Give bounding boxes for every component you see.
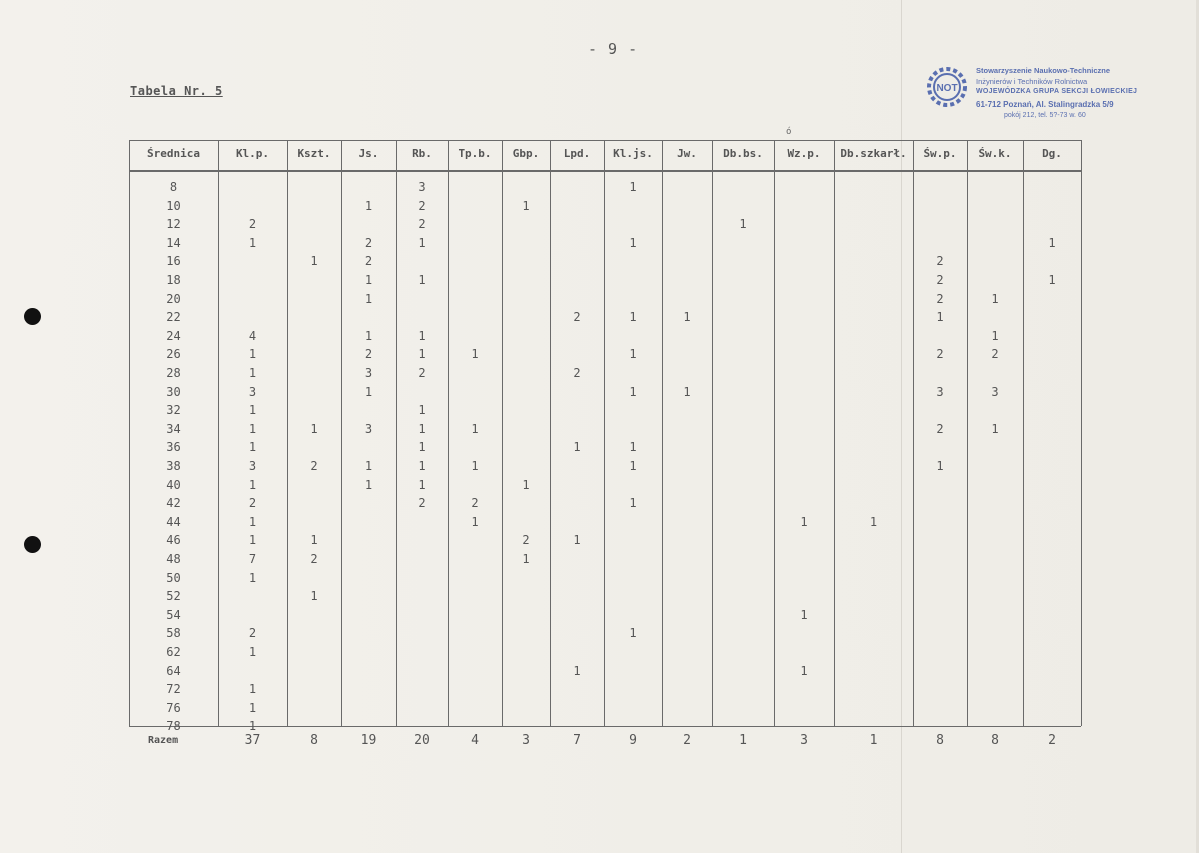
count-cell: 2: [418, 198, 426, 213]
total-cell: 7: [573, 733, 581, 748]
total-cell: 1: [739, 733, 747, 748]
stamp-line: Inżynierów i Techników Rolnictwa: [976, 77, 1088, 86]
count-cell: 1: [248, 403, 257, 418]
count-cell: 1: [936, 459, 944, 473]
count-cell: 2: [936, 291, 944, 306]
count-cell: 2: [936, 421, 944, 436]
diameter-cell: 48: [166, 552, 181, 566]
count-cell: 2: [248, 217, 257, 232]
total-cell: 8: [936, 733, 944, 748]
count-cell: 1: [629, 310, 637, 325]
count-cell: 1: [471, 459, 479, 473]
diameter-cell: 40: [166, 477, 181, 492]
count-cell: 1: [1048, 235, 1056, 250]
table-title: Tabela Nr. 5: [130, 84, 223, 98]
count-cell: 1: [248, 533, 257, 548]
count-cell: 1: [364, 477, 373, 492]
column-header: Gbp.: [512, 147, 540, 160]
count-cell: 1: [629, 235, 637, 250]
diameter-cell: 58: [166, 626, 181, 641]
count-cell: 2: [364, 235, 373, 250]
count-cell: 1: [471, 421, 479, 436]
count-cell: 3: [991, 384, 999, 399]
stamp-line: 61-712 Poznań, Al. Stalingradzka 5/9: [976, 100, 1114, 109]
column-header: Tp.b.: [458, 147, 492, 160]
count-cell: 1: [248, 719, 257, 734]
count-cell: 2: [936, 347, 944, 362]
count-cell: 1: [248, 645, 257, 659]
column-header: Kszt.: [297, 147, 331, 160]
column-header: Średnica: [147, 147, 200, 160]
count-cell: 1: [683, 384, 691, 399]
diameter-cell: 12: [166, 217, 181, 232]
column-header: Rb.: [412, 147, 432, 160]
count-cell: 1: [248, 366, 257, 380]
count-cell: 1: [683, 310, 691, 325]
diameter-cell: 32: [166, 403, 181, 418]
diameter-cell: 14: [166, 235, 181, 250]
total-cell: 4: [471, 733, 479, 748]
diameter-cell: 24: [166, 328, 181, 343]
column-rule: [1023, 140, 1024, 726]
count-cell: 1: [248, 700, 257, 715]
count-cell: 1: [522, 552, 530, 566]
count-cell: 2: [418, 366, 426, 380]
count-cell: 4: [248, 328, 257, 343]
count-cell: 2: [364, 347, 373, 362]
count-cell: 7: [248, 552, 257, 566]
count-cell: 3: [364, 366, 373, 380]
diameter-cell: 20: [166, 291, 181, 306]
count-cell: 2: [248, 496, 257, 511]
count-cell: 1: [800, 663, 808, 678]
column-header: Kl.js.: [613, 147, 653, 160]
column-rule: [502, 140, 503, 726]
count-cell: 1: [991, 421, 999, 436]
table-header-rule: [129, 170, 1081, 172]
column-rule: [1081, 140, 1082, 726]
count-cell: 1: [629, 347, 637, 362]
count-cell: 1: [364, 273, 373, 287]
total-cell: 2: [683, 733, 691, 748]
count-cell: 1: [991, 328, 999, 343]
column-header: Św.k.: [978, 147, 1012, 160]
total-cell: 19: [360, 733, 377, 748]
total-cell: 8: [310, 733, 318, 748]
diameter-cell: 52: [166, 589, 181, 604]
column-header: Dg.: [1042, 147, 1062, 160]
total-cell: 1: [869, 733, 878, 748]
pencil-mark: ó: [786, 127, 792, 137]
count-cell: 1: [248, 570, 257, 585]
count-cell: 1: [629, 384, 637, 399]
total-cell: 3: [522, 733, 530, 748]
count-cell: 2: [364, 254, 373, 269]
diameter-cell: 16: [166, 254, 181, 269]
count-cell: 2: [573, 366, 581, 380]
column-header: Św.p.: [923, 147, 957, 160]
count-cell: 1: [629, 440, 637, 455]
count-cell: 1: [418, 440, 426, 455]
column-header: Db.szkarł.: [840, 147, 907, 160]
count-cell: 1: [310, 421, 318, 436]
diameter-cell: 18: [166, 273, 181, 287]
diameter-cell: 76: [166, 700, 181, 715]
count-cell: 2: [310, 459, 318, 473]
count-cell: 1: [364, 198, 373, 213]
column-rule: [774, 140, 775, 726]
count-cell: 2: [248, 626, 257, 641]
count-cell: 1: [364, 384, 373, 399]
column-header: Lpd.: [563, 147, 591, 160]
count-cell: 1: [364, 328, 373, 343]
count-cell: 1: [471, 514, 479, 529]
count-cell: 1: [418, 235, 426, 250]
count-cell: 1: [800, 607, 808, 622]
count-cell: 2: [471, 496, 479, 511]
count-cell: 1: [418, 273, 426, 287]
count-cell: 1: [310, 589, 318, 604]
diameter-cell: 30: [166, 384, 181, 399]
count-cell: 1: [418, 403, 426, 418]
count-cell: 1: [800, 514, 808, 529]
count-cell: 1: [522, 477, 530, 492]
count-cell: 1: [418, 459, 426, 473]
column-rule: [550, 140, 551, 726]
count-cell: 1: [869, 514, 878, 529]
count-cell: 3: [936, 384, 944, 399]
diameter-cell: 50: [166, 570, 181, 585]
stamp-line: WOJEWÓDZKA GRUPA SEKCJI ŁOWIECKIEJ: [976, 88, 1138, 95]
diameter-cell: 64: [166, 663, 181, 678]
count-cell: 1: [248, 477, 257, 492]
count-cell: 1: [248, 682, 257, 697]
count-cell: 1: [248, 235, 257, 250]
count-cell: 3: [248, 384, 257, 399]
count-cell: 1: [248, 421, 257, 436]
diameter-cell: 26: [166, 347, 181, 362]
page-number: - 9 -: [588, 40, 639, 58]
diameter-cell: 22: [166, 310, 181, 325]
count-cell: 1: [364, 291, 373, 306]
count-cell: 1: [629, 180, 637, 194]
count-cell: 1: [418, 328, 426, 343]
diameter-cell: 38: [166, 459, 181, 473]
diameter-cell: 36: [166, 440, 181, 455]
count-cell: 1: [629, 626, 637, 641]
count-cell: 1: [310, 533, 318, 548]
count-cell: 1: [991, 291, 999, 306]
count-cell: 2: [991, 347, 999, 362]
count-cell: 1: [310, 254, 318, 269]
count-cell: 1: [573, 663, 581, 678]
total-cell: 8: [991, 733, 999, 748]
count-cell: 1: [471, 347, 479, 362]
count-cell: 1: [418, 477, 426, 492]
count-cell: 1: [248, 440, 257, 455]
count-cell: 3: [248, 459, 257, 473]
count-cell: 1: [629, 496, 637, 511]
count-cell: 1: [522, 198, 530, 213]
count-cell: 2: [310, 552, 318, 566]
count-cell: 2: [936, 254, 944, 269]
column-header: Js.: [358, 147, 379, 160]
total-cell: 3: [800, 733, 808, 748]
count-cell: 1: [248, 514, 257, 529]
total-cell: 37: [244, 733, 261, 748]
count-cell: 1: [1048, 273, 1056, 287]
diameter-cell: 72: [166, 682, 181, 697]
diameter-cell: 54: [166, 607, 181, 622]
count-cell: 1: [629, 459, 637, 473]
table-top-rule: [129, 140, 1081, 141]
column-rule: [662, 140, 663, 726]
count-cell: 3: [364, 421, 373, 436]
count-cell: 1: [418, 347, 426, 362]
total-cell: 9: [629, 733, 637, 748]
diameter-cell: 34: [166, 421, 181, 436]
count-cell: 2: [522, 533, 530, 548]
count-cell: 2: [573, 310, 581, 325]
count-cell: 1: [573, 533, 581, 548]
count-cell: 1: [364, 459, 373, 473]
stamp-line: Stowarzyszenie Naukowo-Techniczne: [976, 66, 1111, 75]
diameter-cell: 8: [169, 180, 178, 194]
column-header: Kl.p.: [235, 147, 270, 160]
diameter-cell: 62: [166, 645, 181, 659]
count-cell: 2: [418, 217, 426, 232]
column-header: Db.bs.: [723, 147, 763, 160]
column-header: Jw.: [677, 147, 697, 160]
count-cell: 2: [936, 273, 944, 287]
diameter-cell: 46: [166, 533, 181, 548]
totals-label: Razem: [148, 735, 179, 746]
diameter-cell: 44: [166, 514, 181, 529]
count-cell: 1: [248, 347, 257, 362]
diameter-cell: 28: [166, 366, 181, 380]
count-cell: 1: [573, 440, 581, 455]
count-cell: 1: [739, 217, 747, 232]
total-cell: 20: [414, 733, 430, 748]
diameter-cell: 42: [166, 496, 181, 511]
count-cell: 3: [418, 180, 426, 194]
count-cell: 2: [418, 496, 426, 511]
column-header: Wz.p.: [787, 147, 821, 160]
total-cell: 2: [1048, 733, 1056, 748]
column-rule: [834, 140, 835, 726]
diameter-cell: 78: [166, 719, 181, 734]
svg-text:NOT: NOT: [936, 83, 958, 94]
count-cell: 1: [418, 421, 426, 436]
stamp-line: pokój 212, tel. 5?-73 w. 60: [1004, 112, 1086, 119]
count-cell: 1: [936, 310, 944, 325]
diameter-cell: 10: [166, 198, 181, 213]
